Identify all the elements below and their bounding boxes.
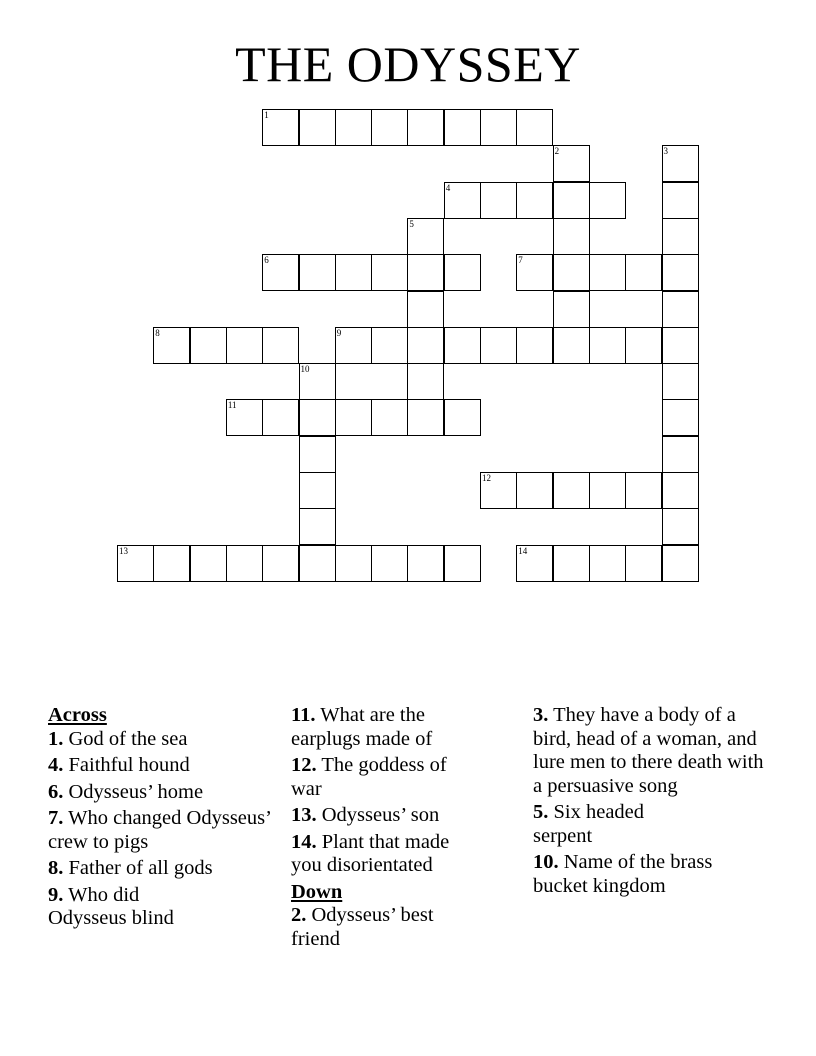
clue-number: 5.: [533, 801, 549, 823]
clue-text: Who did Odysseus blind: [48, 883, 174, 929]
clue-number: 7.: [48, 807, 64, 829]
grid-cell[interactable]: [662, 291, 699, 328]
clue-text: Name of the brass bucket kingdom: [533, 851, 713, 897]
cell-number: 1: [264, 110, 269, 120]
grid-cell[interactable]: [371, 109, 408, 146]
grid-cell[interactable]: [662, 218, 699, 255]
grid-cell[interactable]: [226, 545, 263, 582]
clue-number: 3.: [533, 704, 549, 726]
grid-cell[interactable]: [662, 363, 699, 400]
grid-cell[interactable]: [299, 508, 336, 545]
grid-cell[interactable]: [407, 254, 444, 291]
grid-cell[interactable]: [299, 399, 336, 436]
clue-down-2: [291, 904, 466, 951]
clue-number: 14.: [291, 830, 317, 853]
grid-cell[interactable]: [516, 472, 553, 509]
grid-cell[interactable]: [516, 109, 553, 146]
grid-cell[interactable]: [226, 399, 263, 436]
clue-text: Plant that made you disorientated: [291, 830, 450, 876]
across-heading: Across: [48, 704, 107, 726]
grid-cell[interactable]: [662, 327, 699, 364]
grid-cell[interactable]: [335, 109, 372, 146]
cell-number: 14: [518, 545, 528, 556]
clue-number: 1.: [48, 727, 64, 750]
grid-cell[interactable]: [190, 545, 227, 582]
grid-cell[interactable]: [407, 109, 444, 146]
grid-cell[interactable]: [335, 399, 372, 436]
grid-cell[interactable]: [444, 182, 481, 219]
grid-cell[interactable]: [662, 508, 699, 545]
grid-cell[interactable]: [625, 472, 662, 509]
grid-cell[interactable]: [444, 254, 481, 291]
clue-down-3: [533, 704, 769, 798]
grid-cell[interactable]: [335, 254, 372, 291]
grid-cell[interactable]: [407, 545, 444, 582]
clue-across-8: [48, 857, 288, 881]
grid-cell[interactable]: [407, 399, 444, 436]
grid-cell[interactable]: [553, 182, 590, 219]
clue-number: 4.: [48, 754, 64, 776]
grid-cell[interactable]: [553, 472, 590, 509]
down-heading: Down: [291, 880, 343, 903]
clue-number: 10.: [533, 851, 559, 873]
grid-cell[interactable]: [516, 327, 553, 364]
grid-cell[interactable]: [589, 545, 626, 582]
grid-cell[interactable]: [407, 291, 444, 328]
cell-number: 3: [663, 146, 668, 157]
cell-number: 12: [482, 473, 491, 483]
cell-number: 9: [336, 327, 342, 338]
grid-cell[interactable]: [371, 545, 408, 582]
clue-down-5: [533, 801, 673, 848]
grid-cell[interactable]: [117, 545, 154, 582]
clue-number: 11.: [291, 704, 316, 726]
cell-number: 13: [119, 545, 128, 556]
cell-number: 10: [300, 364, 310, 375]
grid-cell[interactable]: [553, 327, 590, 364]
grid-cell[interactable]: [516, 254, 553, 291]
clues-column-2: [291, 704, 491, 954]
grid-cell[interactable]: [299, 254, 336, 291]
clue-text: The goddess of war: [291, 754, 447, 800]
grid-cell[interactable]: [190, 327, 227, 364]
grid-cell[interactable]: [299, 109, 336, 146]
grid-cell[interactable]: [262, 254, 299, 291]
clue-text: Odysseus’ home: [68, 780, 204, 803]
grid-cell[interactable]: [662, 182, 699, 219]
cell-number: 7: [518, 255, 523, 266]
grid-cell[interactable]: [262, 327, 299, 364]
grid-cell[interactable]: [335, 545, 372, 582]
grid-cell[interactable]: [480, 109, 517, 146]
grid-cell[interactable]: [262, 399, 299, 436]
clue-text: They have a body of a bird, head of a woman, and lure men to there death with a persuasive song: [533, 704, 764, 797]
clue-text: What are the earplugs made of: [291, 704, 433, 750]
grid-cell[interactable]: [516, 545, 553, 582]
grid-cell[interactable]: [662, 545, 699, 582]
grid-cell[interactable]: [371, 399, 408, 436]
puzzle-title: THE ODYSSEY: [235, 36, 581, 92]
clue-text: Faithful hound: [68, 754, 190, 776]
grid-cell[interactable]: [662, 472, 699, 509]
cell-number: 2: [554, 146, 560, 157]
grid-cell[interactable]: [480, 182, 517, 219]
grid-cell[interactable]: [589, 327, 626, 364]
grid-cell[interactable]: [371, 254, 408, 291]
clue-across-14: [291, 831, 481, 878]
grid-cell[interactable]: [480, 327, 517, 364]
grid-cell[interactable]: [589, 472, 626, 509]
clue-across-4: [48, 754, 288, 778]
grid-cell[interactable]: [262, 109, 299, 146]
grid-cell[interactable]: [153, 545, 190, 582]
grid-cell[interactable]: [553, 145, 590, 182]
grid-cell[interactable]: [553, 291, 590, 328]
grid-cell[interactable]: [553, 254, 590, 291]
clue-text: Odysseus’ best friend: [291, 904, 434, 950]
cell-number: 11: [227, 400, 237, 411]
grid-cell[interactable]: [371, 327, 408, 364]
cell-number: 8: [155, 327, 160, 338]
clue-text: Father of all gods: [68, 857, 213, 879]
grid-cell[interactable]: [625, 254, 662, 291]
grid-cell[interactable]: [662, 145, 699, 182]
grid-cell[interactable]: [589, 182, 626, 219]
grid-cell[interactable]: [553, 545, 590, 582]
clue-across-1: [48, 728, 288, 752]
grid-cell[interactable]: [662, 254, 699, 291]
clue-across-12: [291, 754, 481, 801]
cell-number: 6: [264, 255, 269, 266]
grid-cell[interactable]: [516, 182, 553, 219]
grid-cell[interactable]: [480, 472, 517, 509]
grid-cell[interactable]: [407, 363, 444, 400]
clue-down-10: [533, 851, 753, 898]
grid-cell[interactable]: [299, 472, 336, 509]
clue-across-6: [48, 781, 288, 805]
clue-text: Odysseus’ son: [321, 804, 440, 826]
grid-cell[interactable]: [444, 399, 481, 436]
grid-cell[interactable]: [299, 436, 336, 473]
grid-cell[interactable]: [407, 218, 444, 255]
clue-text: Six headed serpent: [533, 801, 645, 847]
clues-column-1: [48, 704, 288, 934]
clue-number: 8.: [48, 857, 64, 879]
grid-cell[interactable]: [299, 363, 336, 400]
grid-cell[interactable]: [553, 218, 590, 255]
clue-across-11: [291, 704, 466, 751]
cell-number: 5: [409, 218, 414, 229]
clue-number: 2.: [291, 904, 307, 926]
clue-across-7: [48, 807, 288, 854]
grid-cell[interactable]: [625, 545, 662, 582]
clue-across-13: [291, 804, 491, 828]
grid-cell[interactable]: [444, 545, 481, 582]
clues-column-3: [533, 704, 773, 901]
clue-across-9: [48, 884, 208, 931]
grid-cell[interactable]: [262, 545, 299, 582]
grid-cell[interactable]: [444, 327, 481, 364]
grid-cell[interactable]: [625, 327, 662, 364]
grid-cell[interactable]: [299, 545, 336, 582]
clue-number: 13.: [291, 804, 317, 826]
clue-number: 9.: [48, 883, 64, 906]
clue-number: 12.: [291, 754, 317, 776]
grid-cell[interactable]: [335, 327, 372, 364]
grid-cell[interactable]: [662, 436, 699, 473]
cell-number: 4: [445, 182, 451, 193]
grid-cell[interactable]: [407, 327, 444, 364]
grid-cell[interactable]: [153, 327, 190, 364]
grid-cell[interactable]: [589, 254, 626, 291]
clue-number: 6.: [48, 780, 64, 803]
grid-cell[interactable]: [662, 399, 699, 436]
clue-text: God of the sea: [68, 727, 188, 750]
clue-text: Who changed Odysseus’ crew to pigs: [48, 807, 271, 853]
grid-cell[interactable]: [226, 327, 263, 364]
grid-cell[interactable]: [444, 109, 481, 146]
